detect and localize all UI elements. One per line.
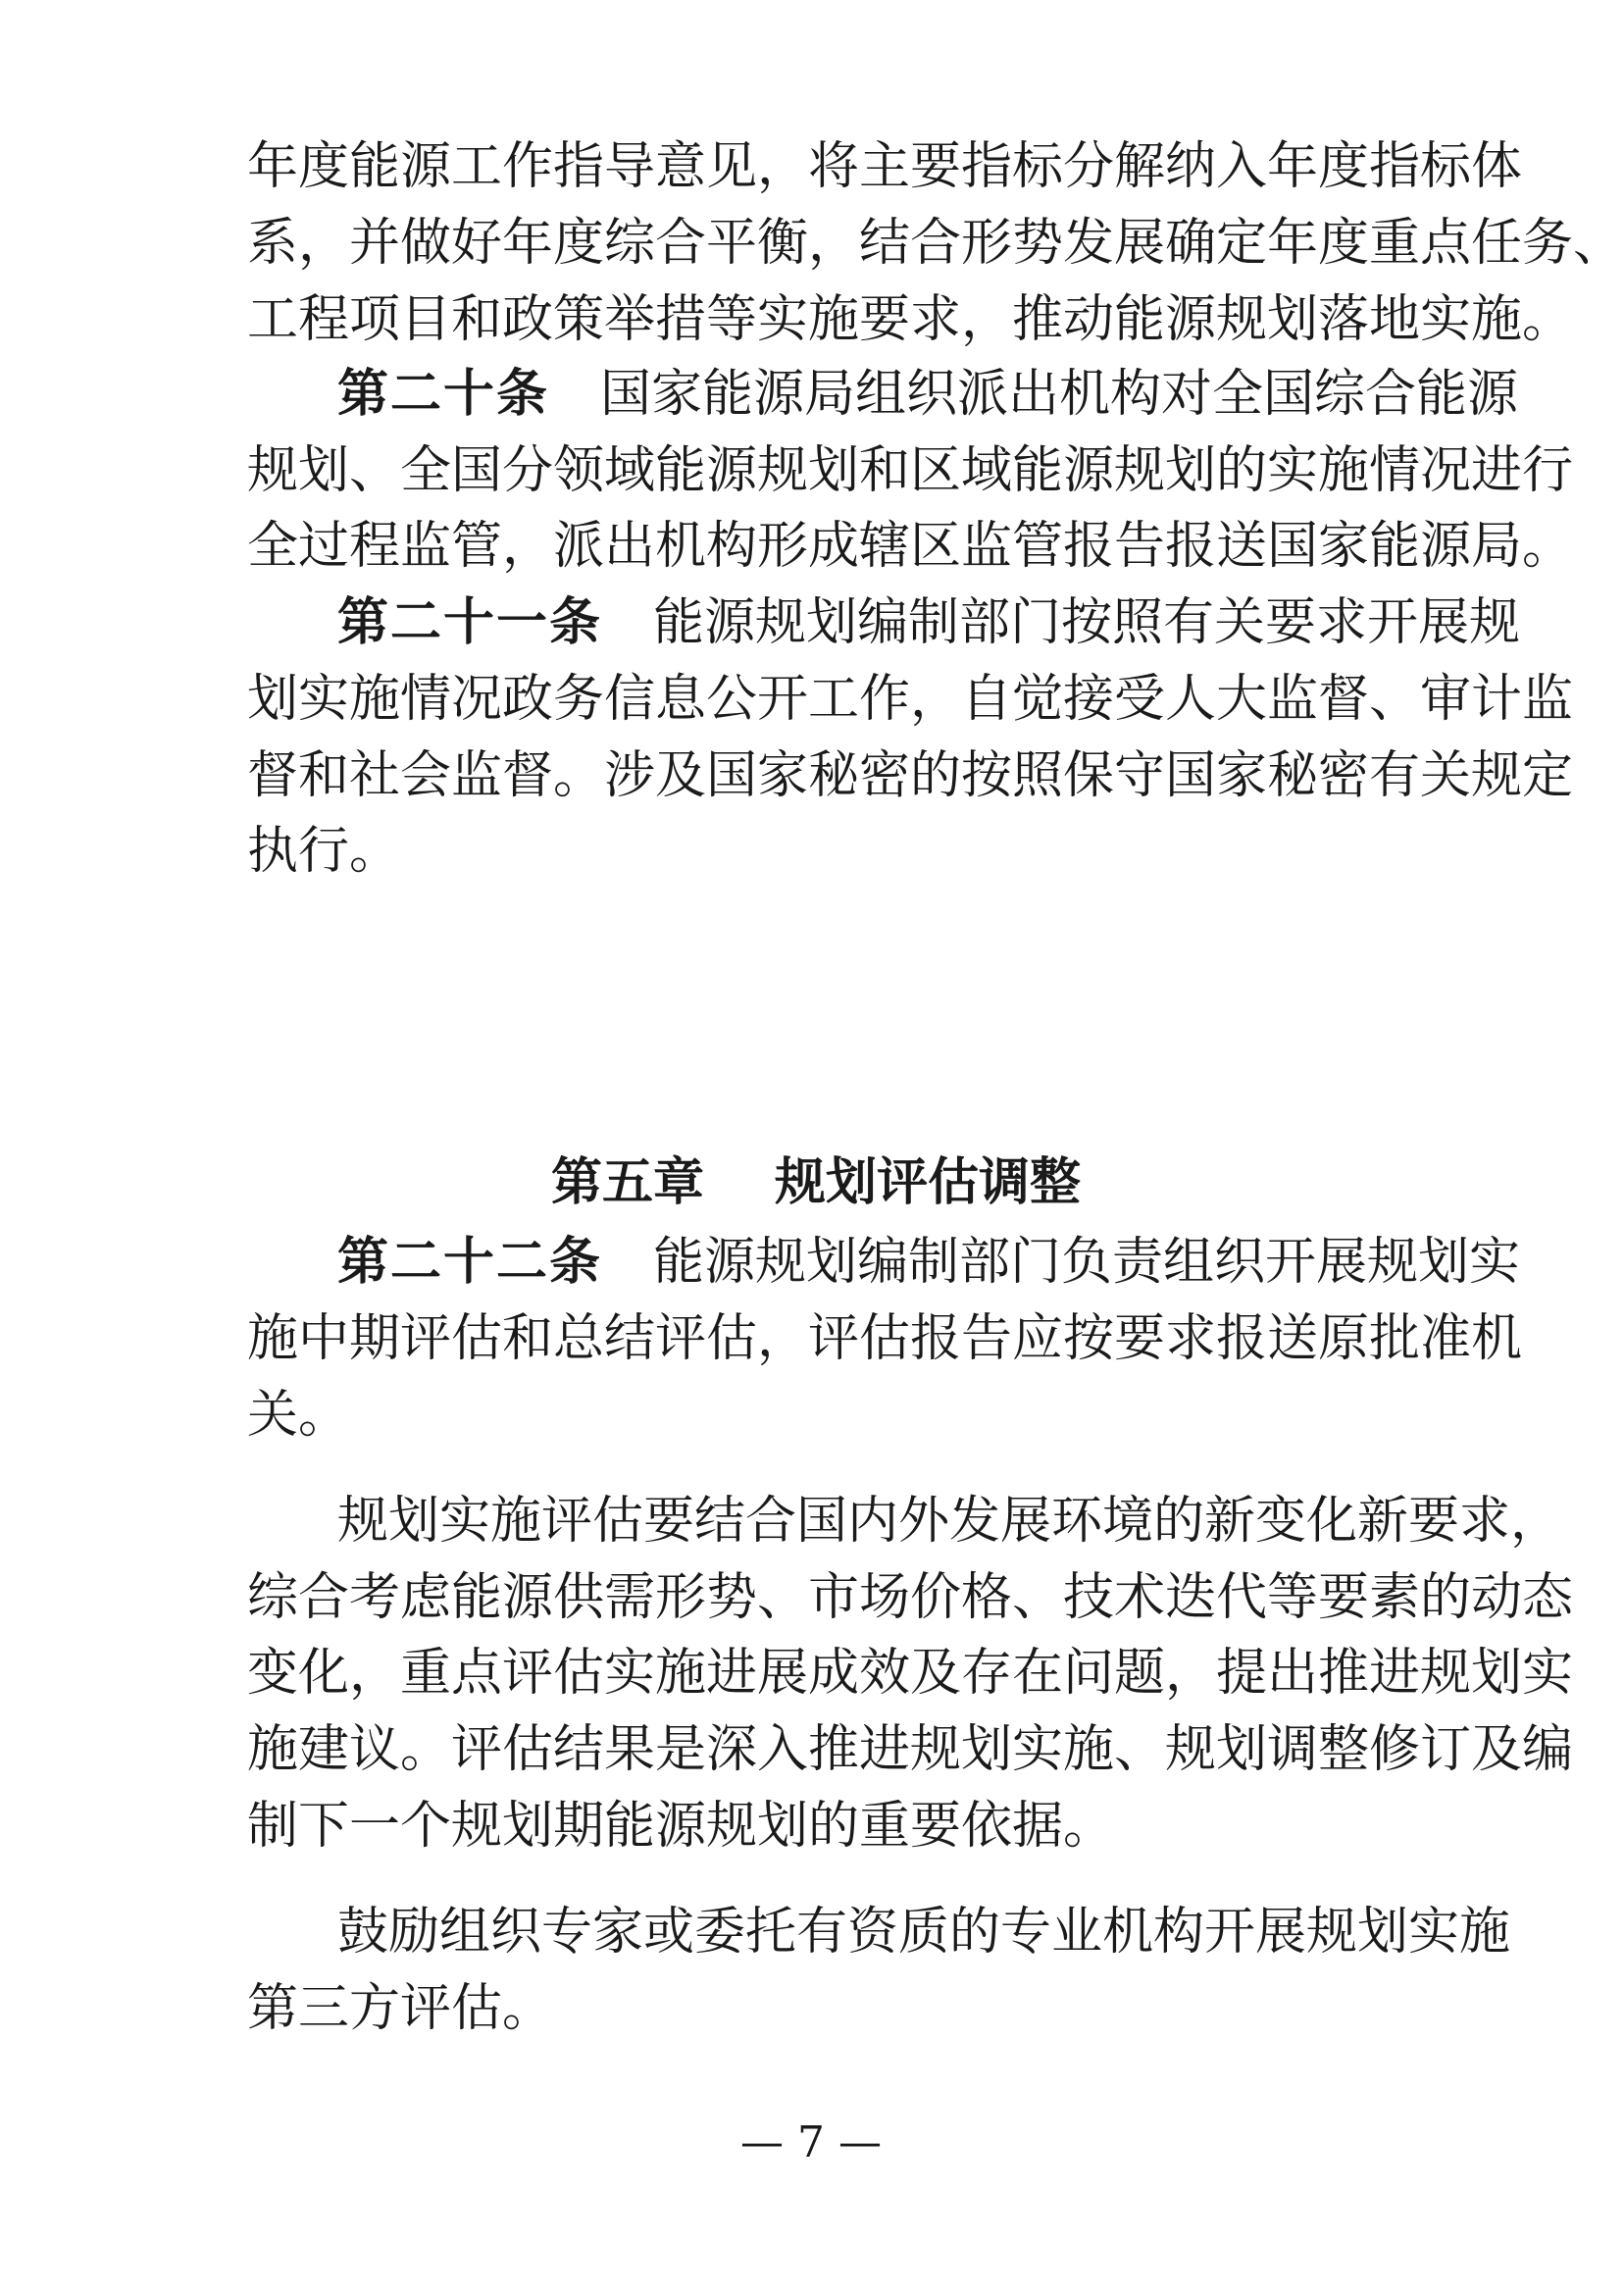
chapter-heading (247, 1152, 1385, 1213)
paragraph-line: 系，并做好年度综合平衡，结合形势发展确定年度重点任务、 (247, 214, 1624, 273)
paragraph-line: 第三方评估。 (247, 1979, 554, 2038)
article-21-first-line (337, 592, 1521, 653)
article-20-label: 第二十条 (337, 365, 550, 424)
page-number: — 7 — (740, 2117, 882, 2167)
paragraph-line: 执行。 (247, 822, 401, 881)
article-22-label: 第二十二条 (337, 1233, 603, 1292)
paragraph-line: 规划、全国分领域能源规划和区域能源规划的实施情况进行 (247, 441, 1574, 500)
paragraph-line: 鼓励组织专家或委托有资质的专业机构开展规划实施 (337, 1903, 1511, 1962)
article-22-first-line (337, 1232, 1521, 1293)
paragraph-text: 国家能源局组织派出机构对全国综合能源 (600, 365, 1519, 424)
paragraph-line: 施中期评估和总结评估，评估报告应按要求报送原批准机 (247, 1309, 1523, 1368)
paragraph-line: 综合考虑能源供需形势、市场价格、技术迭代等要素的动态 (247, 1568, 1574, 1627)
article-20-first-line (337, 364, 1519, 425)
paragraph-line: 工程项目和政策举措等实施要求，推动能源规划落地实施。 (247, 290, 1574, 349)
paragraph-line: 督和社会监督。涉及国家秘密的按照保守国家秘密有关规定 (247, 746, 1574, 805)
paragraph-line: 规划实施评估要结合国内外发展环境的新变化新要求， (337, 1492, 1562, 1551)
paragraph-text: 能源规划编制部门负责组织开展规划实 (653, 1233, 1521, 1292)
paragraph-line: 关。 (247, 1386, 350, 1445)
paragraph-line: 变化，重点评估实施进展成效及存在问题，提出推进规划实 (247, 1644, 1574, 1703)
paragraph-line: 全过程监管，派出机构形成辖区监管报告报送国家能源局。 (247, 517, 1574, 576)
article-21-label: 第二十一条 (337, 593, 603, 652)
chapter-title: 规划评估调整 (775, 1153, 1082, 1212)
paragraph-line: 年度能源工作指导意见，将主要指标分解纳入年度指标体 (247, 137, 1523, 196)
chapter-number: 第五章 (550, 1153, 704, 1212)
paragraph-text: 能源规划编制部门按照有关要求开展规 (653, 593, 1521, 652)
paragraph-line: 施建议。评估结果是深入推进规划实施、规划调整修订及编 (247, 1720, 1574, 1779)
paragraph-line: 制下一个规划期能源规划的重要依据。 (247, 1797, 1115, 1856)
paragraph-line: 划实施情况政务信息公开工作，自觉接受人大监督、审计监 (247, 670, 1574, 729)
